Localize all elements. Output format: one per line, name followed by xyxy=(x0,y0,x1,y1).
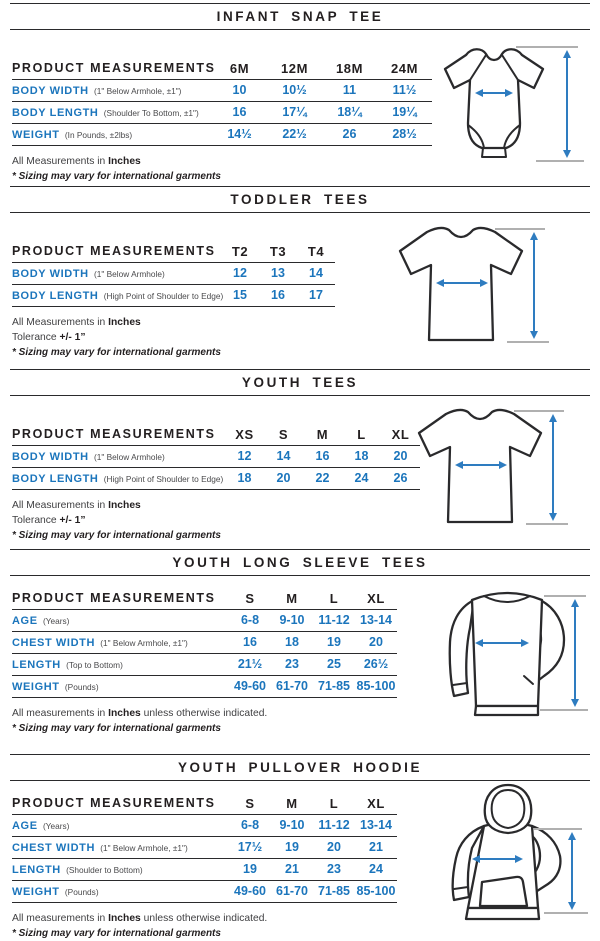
row-label-cell xyxy=(12,103,212,121)
row-label-cell xyxy=(12,447,225,465)
table-header-label: PRODUCT MEASUREMENTS xyxy=(12,244,216,258)
measurement-value: 18 xyxy=(354,449,369,463)
table-row xyxy=(12,80,432,102)
table-row xyxy=(12,610,397,632)
column-header: S xyxy=(245,590,255,606)
row-note: (1" Below Armhole, ±1") xyxy=(91,86,182,96)
row-label: BODY LENGTH xyxy=(12,107,99,119)
measurement-value: 21 xyxy=(285,862,299,876)
column-header: T3 xyxy=(269,243,287,259)
footnote-text: +/- 1” xyxy=(59,331,86,343)
measurement-value: 12 xyxy=(237,449,252,463)
measurement-value: 61-70 xyxy=(276,679,308,693)
row-label: BODY LENGTH xyxy=(12,290,99,302)
measurement-value: 19 xyxy=(243,862,257,876)
table-row xyxy=(12,285,335,307)
hem-band xyxy=(466,908,539,919)
column-header: 6M xyxy=(229,60,250,76)
column-header: S xyxy=(245,795,255,811)
row-note: (Pounds) xyxy=(62,682,99,692)
row-label: WEIGHT xyxy=(12,886,60,898)
footnote-text: All measurements in xyxy=(12,707,109,719)
row-label-cell xyxy=(12,264,221,282)
row-label-cell xyxy=(12,286,224,304)
table-row xyxy=(12,676,397,698)
footnote-text: * Sizing may vary for international garments xyxy=(12,529,221,541)
measurements-table xyxy=(12,793,397,903)
measurement-value: 11-12 xyxy=(318,613,350,627)
section-title: YOUTH TEES xyxy=(241,375,359,390)
measurement-value: 6-8 xyxy=(240,818,260,832)
measurement-value: 16 xyxy=(232,105,247,119)
measurement-value: 15 xyxy=(233,288,247,302)
row-note: (Years) xyxy=(40,616,70,626)
row-label-cell xyxy=(12,860,229,878)
row-note: (Shoulder to Bottom) xyxy=(63,865,143,875)
onesie-body xyxy=(445,49,543,148)
table-header-row xyxy=(12,424,420,446)
column-header: XL xyxy=(367,795,385,811)
measurement-value: 10½ xyxy=(282,83,307,97)
measurement-value: 71-85 xyxy=(318,679,350,693)
measurement-value: 28½ xyxy=(392,127,417,141)
section-title: INFANT SNAP TEE xyxy=(216,9,384,24)
measurement-value: 20 xyxy=(369,635,383,649)
longsleeve-body xyxy=(472,593,542,706)
footnote-text: All Measurements in xyxy=(12,316,109,328)
longsleeve-drawing xyxy=(424,582,592,728)
row-label-cell xyxy=(12,677,229,695)
measurement-value: 21 xyxy=(369,840,383,854)
footnote-text: Inches xyxy=(108,912,141,924)
measurement-value: 26 xyxy=(342,127,357,141)
section-header xyxy=(10,549,590,576)
measurement-value: 11 xyxy=(342,83,357,97)
table-row xyxy=(12,859,397,881)
row-note: (Shoulder To Bottom, ±1") xyxy=(101,108,199,118)
column-header: L xyxy=(357,426,366,442)
measurements-table xyxy=(12,588,397,698)
table-row xyxy=(12,263,335,285)
column-header: M xyxy=(316,426,329,442)
measurement-value: 26½ xyxy=(363,657,389,671)
footnote-text: Tolerance xyxy=(12,331,60,343)
measurement-value: 6-8 xyxy=(240,613,260,627)
section-hoodie xyxy=(0,754,600,941)
column-header: T4 xyxy=(307,243,325,259)
measurement-value: 71-85 xyxy=(318,884,350,898)
measurement-value: 18 xyxy=(237,471,252,485)
row-note: (Years) xyxy=(40,821,70,831)
measurements-table xyxy=(12,241,335,307)
measurement-value: 12 xyxy=(233,266,247,280)
measurement-value: 49-60 xyxy=(234,679,266,693)
column-header: M xyxy=(286,590,298,606)
row-label-cell xyxy=(12,633,229,651)
row-label: BODY LENGTH xyxy=(12,473,99,485)
column-header: M xyxy=(286,795,298,811)
measurement-value: 17½ xyxy=(237,840,263,854)
row-label-cell xyxy=(12,81,212,99)
onesie-illustration xyxy=(430,39,590,182)
column-header: XL xyxy=(367,590,385,606)
measurement-value: 49-60 xyxy=(234,884,266,898)
column-header: T2 xyxy=(231,243,249,259)
measurement-value: 23 xyxy=(327,862,341,876)
table-header-label: PRODUCT MEASUREMENTS xyxy=(12,796,216,810)
row-label-cell xyxy=(12,838,229,856)
section-title: YOUTH LONG SLEEVE TEES xyxy=(172,555,428,570)
tee-drawing xyxy=(402,402,574,537)
footnote-text: All measurements in xyxy=(12,912,109,924)
row-label: BODY WIDTH xyxy=(12,268,89,280)
table-row xyxy=(12,468,420,490)
column-header: S xyxy=(278,426,289,442)
row-label: BODY WIDTH xyxy=(12,451,89,463)
column-header: L xyxy=(329,795,339,811)
footnote-text: unless otherwise indicated. xyxy=(140,707,268,719)
section-title: TODDLER TEES xyxy=(230,192,370,207)
footnote-text: Inches xyxy=(108,155,141,167)
kangaroo-pocket xyxy=(480,877,527,906)
table-row xyxy=(12,881,397,903)
measurement-value: 14 xyxy=(309,266,323,280)
measurement-value: 85-100 xyxy=(356,884,396,898)
footnote-text: * Sizing may vary for international garments xyxy=(12,722,221,734)
measurements-table xyxy=(12,58,432,146)
row-label-cell xyxy=(12,655,229,673)
table-row xyxy=(12,124,432,146)
measurement-value: 16 xyxy=(271,288,285,302)
measurement-value: 85-100 xyxy=(356,679,396,693)
measurement-value: 13-14 xyxy=(360,613,392,627)
table-header-row xyxy=(12,588,397,610)
section-longsleeve xyxy=(0,549,600,751)
table-row xyxy=(12,654,397,676)
row-note: (1" Below Armhole, ±1") xyxy=(97,638,188,648)
row-label-cell xyxy=(12,469,225,487)
table-header-row xyxy=(12,241,335,263)
table-header-row xyxy=(12,58,432,80)
table-header-row xyxy=(12,793,397,815)
table-row xyxy=(12,632,397,654)
measurement-value: 19 xyxy=(327,635,341,649)
measurement-value: 19 xyxy=(285,840,299,854)
measurement-value: 14½ xyxy=(227,127,252,141)
size-chart-page xyxy=(0,3,600,939)
section-youth xyxy=(0,369,600,546)
row-label: WEIGHT xyxy=(12,681,60,693)
measurement-value: 11½ xyxy=(392,83,417,97)
hoodie-drawing xyxy=(424,782,592,934)
row-label: CHEST WIDTH xyxy=(12,842,95,854)
measurement-value: 61-70 xyxy=(276,884,308,898)
row-label: LENGTH xyxy=(12,659,61,671)
row-label: LENGTH xyxy=(12,864,61,876)
column-header: XS xyxy=(235,426,254,442)
footnote-text: unless otherwise indicated. xyxy=(140,912,268,924)
table-header-label: PRODUCT MEASUREMENTS xyxy=(12,591,216,605)
section-toddler xyxy=(0,186,600,366)
hem-band xyxy=(475,706,538,715)
footnote-text: All Measurements in xyxy=(12,499,109,511)
row-label: AGE xyxy=(12,820,38,832)
measurement-value: 25 xyxy=(327,657,341,671)
row-note: (1" Below Armhole, ±1") xyxy=(97,843,188,853)
footnote-text: +/- 1” xyxy=(59,514,86,526)
table-row xyxy=(12,815,397,837)
column-header: 12M xyxy=(280,60,309,76)
measurement-value: 24 xyxy=(369,862,383,876)
measurement-value: 18 xyxy=(285,635,299,649)
row-note: (High Point of Shoulder to Edge) xyxy=(101,474,224,484)
row-note: (In Pounds, ±2lbs) xyxy=(62,130,133,140)
row-note: (Pounds) xyxy=(62,887,99,897)
row-label-cell xyxy=(12,816,229,834)
tee-illustration xyxy=(383,220,555,360)
table-row xyxy=(12,837,397,859)
measurement-value: 13-14 xyxy=(360,818,392,832)
measurement-value: 13 xyxy=(271,266,285,280)
row-label-cell xyxy=(12,882,229,900)
measurement-value: 18¼ xyxy=(337,105,362,119)
measurement-value: 22½ xyxy=(282,127,307,141)
row-note: (1" Below Armhole) xyxy=(91,269,165,279)
tee-illustration xyxy=(402,402,574,542)
section-title: YOUTH PULLOVER HOODIE xyxy=(177,760,423,775)
table-header-label: PRODUCT MEASUREMENTS xyxy=(12,427,216,441)
longsleeve-illustration xyxy=(424,582,592,733)
footnote-text: * Sizing may vary for international garments xyxy=(12,346,221,358)
measurement-value: 23 xyxy=(285,657,299,671)
tee-drawing xyxy=(383,220,555,355)
measurement-value: 17 xyxy=(309,288,323,302)
section-infant xyxy=(0,3,600,183)
measurement-value: 10 xyxy=(232,83,247,97)
measurement-value: 20 xyxy=(327,840,341,854)
measurement-value: 16 xyxy=(315,449,330,463)
column-header: 24M xyxy=(390,60,419,76)
measurement-value: 11-12 xyxy=(318,818,350,832)
footnote-text: * Sizing may vary for international garments xyxy=(12,170,221,182)
section-header xyxy=(10,754,590,781)
measurement-value: 24 xyxy=(354,471,369,485)
table-row xyxy=(12,446,420,468)
column-header: XL xyxy=(391,426,410,442)
row-note: (High Point of Shoulder to Edge) xyxy=(101,291,224,301)
measurement-value: 22 xyxy=(315,471,330,485)
measurement-value: 19¼ xyxy=(392,105,417,119)
table-header-label: PRODUCT MEASUREMENTS xyxy=(12,61,216,75)
section-header xyxy=(10,369,590,396)
footnote-text: All Measurements in xyxy=(12,155,109,167)
row-label: WEIGHT xyxy=(12,129,60,141)
footnote-text: Inches xyxy=(108,316,141,328)
row-label-cell xyxy=(12,125,212,143)
measurement-value: 20 xyxy=(276,471,291,485)
onesie-drawing xyxy=(430,39,590,177)
row-note: (Top to Bottom) xyxy=(63,660,123,670)
row-label: BODY WIDTH xyxy=(12,85,89,97)
column-header: 18M xyxy=(335,60,364,76)
sleeve-left xyxy=(450,600,474,696)
hoodie-illustration xyxy=(424,782,592,939)
section-header xyxy=(10,186,590,213)
measurement-value: 9-10 xyxy=(279,818,305,832)
column-header: L xyxy=(329,590,339,606)
table-row xyxy=(12,102,432,124)
measurement-value: 21½ xyxy=(237,657,263,671)
footnote-text: Inches xyxy=(108,499,141,511)
snap-flap xyxy=(482,148,506,157)
measurement-value: 16 xyxy=(243,635,257,649)
measurement-value: 17¼ xyxy=(282,105,307,119)
row-label-cell xyxy=(12,611,229,629)
row-label: CHEST WIDTH xyxy=(12,637,95,649)
measurement-value: 26 xyxy=(393,471,408,485)
section-header xyxy=(10,3,590,30)
measurement-value: 14 xyxy=(276,449,291,463)
footnote-text: Inches xyxy=(108,707,141,719)
measurement-value: 20 xyxy=(393,449,408,463)
measurements-table xyxy=(12,424,420,490)
footnote-text: * Sizing may vary for international garments xyxy=(12,927,221,939)
footnote-text: Tolerance xyxy=(12,514,60,526)
row-note: (1" Below Armhole) xyxy=(91,452,165,462)
measurement-value: 9-10 xyxy=(279,613,305,627)
row-label: AGE xyxy=(12,615,38,627)
